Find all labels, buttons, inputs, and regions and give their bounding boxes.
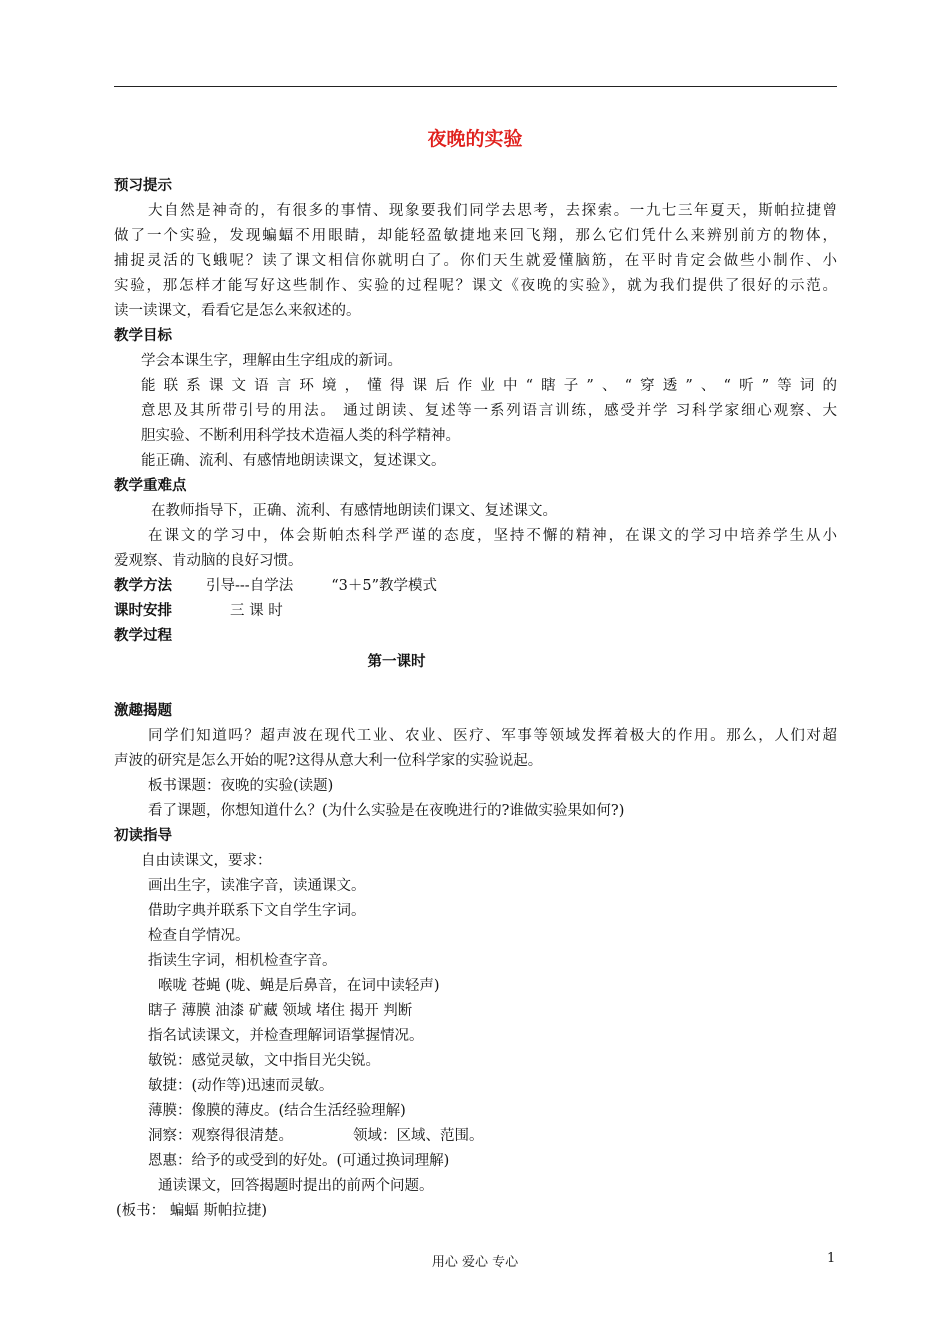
section-heading-goals: 教学目标	[114, 328, 172, 344]
paragraph-line: 在课文的学习中，体会斯帕杰科学严谨的态度，坚持不懈的精神，在课文的学习中培养学生从小	[148, 528, 837, 544]
paragraph-line: 声波的研究是怎么开始的呢?这得从意大利一位科学家的实验说起。	[114, 753, 543, 769]
paragraph-line: 指名试读课文，并检查理解词语掌握情况。	[148, 1028, 424, 1044]
paragraph-line: 学会本课生字，理解由生字组成的新词。	[141, 353, 402, 369]
method-text: 引导---自学法	[206, 578, 294, 594]
lesson-heading: 第一课时	[367, 654, 426, 670]
paragraph-line	[148, 1127, 871, 1145]
paragraph-line: 指读生字词，相机检查字音。	[148, 953, 337, 969]
section-heading-difficulties: 教学重难点	[114, 478, 187, 494]
paragraph-line: 借助字典并联系下文自学生字词。	[148, 903, 366, 919]
page-number: 1	[827, 1251, 836, 1266]
paragraph-line: 画出生字，读准字音，读通课文。	[148, 878, 366, 894]
paragraph-line: 能联系课文语言环境，懂得课后作业中“瞎子”、“穿透”、“听”等词的	[141, 378, 837, 394]
paragraph-line: 板书课题：夜晚的实验(读题)	[148, 778, 334, 794]
paragraph-line: 敏捷：(动作等)迅速而灵敏。	[148, 1078, 334, 1094]
paragraph-line: 做了一个实验，发现蝙蝠不用眼睛，却能轻盈敏捷地来回飞翔，那么它们凭什么来辨别前方的物体，	[114, 228, 837, 244]
paragraph-line: 薄膜：像膜的薄皮。(结合生活经验理解)	[148, 1103, 406, 1119]
definition-text: 洞察：观察得很清楚。	[148, 1128, 293, 1144]
schedule-heading: 课时安排	[114, 603, 172, 619]
paragraph-line: 敏锐：感觉灵敏，文中指目光尖锐。	[148, 1053, 380, 1069]
footer-motto: 用心 爱心 专心	[431, 1255, 519, 1270]
definition-text: 领域：区域、范围。	[353, 1128, 484, 1144]
paragraph-line: 大自然是神奇的，有很多的事情、现象要我们同学去思考，去探索。一九七三年夏天，斯帕拉捷曾	[148, 203, 837, 219]
paragraph-line: 看了课题，你想知道什么？(为什么实验是在夜晚进行的?谁做实验果如何?)	[148, 803, 625, 819]
paragraph-line: 读一读课文，看看它是怎么来叙述的。	[114, 303, 361, 319]
paragraph-line: (板书： 蝙蝠 斯帕拉捷)	[116, 1203, 268, 1219]
header-rule	[114, 86, 837, 87]
section-heading-preview: 预习提示	[114, 178, 172, 194]
method-row	[114, 577, 837, 595]
section-heading-firstread: 初读指导	[114, 828, 172, 844]
page-title: 夜晚的实验	[427, 128, 523, 150]
paragraph-line: 在教师指导下，正确、流利、有感情地朗读们课文、复述课文。	[151, 503, 557, 519]
schedule-row	[114, 602, 837, 620]
paragraph-line: 自由读课文，要求：	[141, 853, 272, 869]
paragraph-line: 恩惠：给予的或受到的好处。(可通过换词理解)	[148, 1153, 450, 1169]
section-heading-intro: 激趣揭题	[114, 703, 172, 719]
method-heading: 教学方法	[114, 578, 172, 594]
paragraph-line: 胆实验、不断利用科学技术造福人类的科学精神。	[141, 428, 460, 444]
paragraph-line: 喉咙 苍蝇 (咙、蝇是后鼻音，在词中读轻声)	[158, 978, 440, 994]
method-model: “3＋5”教学模式	[331, 578, 437, 594]
paragraph-line: 检查自学情况。	[148, 928, 250, 944]
paragraph-line: 实验，那怎样才能写好这些制作、实验的过程呢？课文《夜晚的实验》，就为我们提供了很好的示范。	[114, 278, 837, 294]
paragraph-line: 意思及其所带引号的用法。 通过朗读、复述等一系列语言训练，感受并学 习科学家细心观察、大	[141, 403, 837, 419]
paragraph-line: 同学们知道吗？超声波在现代工业、农业、医疗、军事等领域发挥着极大的作用。那么，人们对超	[148, 728, 837, 744]
schedule-text: 三 课 时	[230, 603, 283, 619]
paragraph-line: 通读课文，回答揭题时提出的前两个问题。	[158, 1178, 434, 1194]
paragraph-line: 能正确、流利、有感情地朗读课文，复述课文。	[141, 453, 446, 469]
paragraph-line: 捕捉灵活的飞蛾呢？读了课文相信你就明白了。你们天生就爱懂脑筋，在平时肯定会做些小制作、小	[114, 253, 837, 269]
section-heading-process: 教学过程	[114, 628, 172, 644]
paragraph-line: 瞎子 薄膜 油漆 矿藏 领域 堵住 揭开 判断	[148, 1003, 413, 1019]
paragraph-line: 爱观察、肯动脑的良好习惯。	[114, 553, 303, 569]
